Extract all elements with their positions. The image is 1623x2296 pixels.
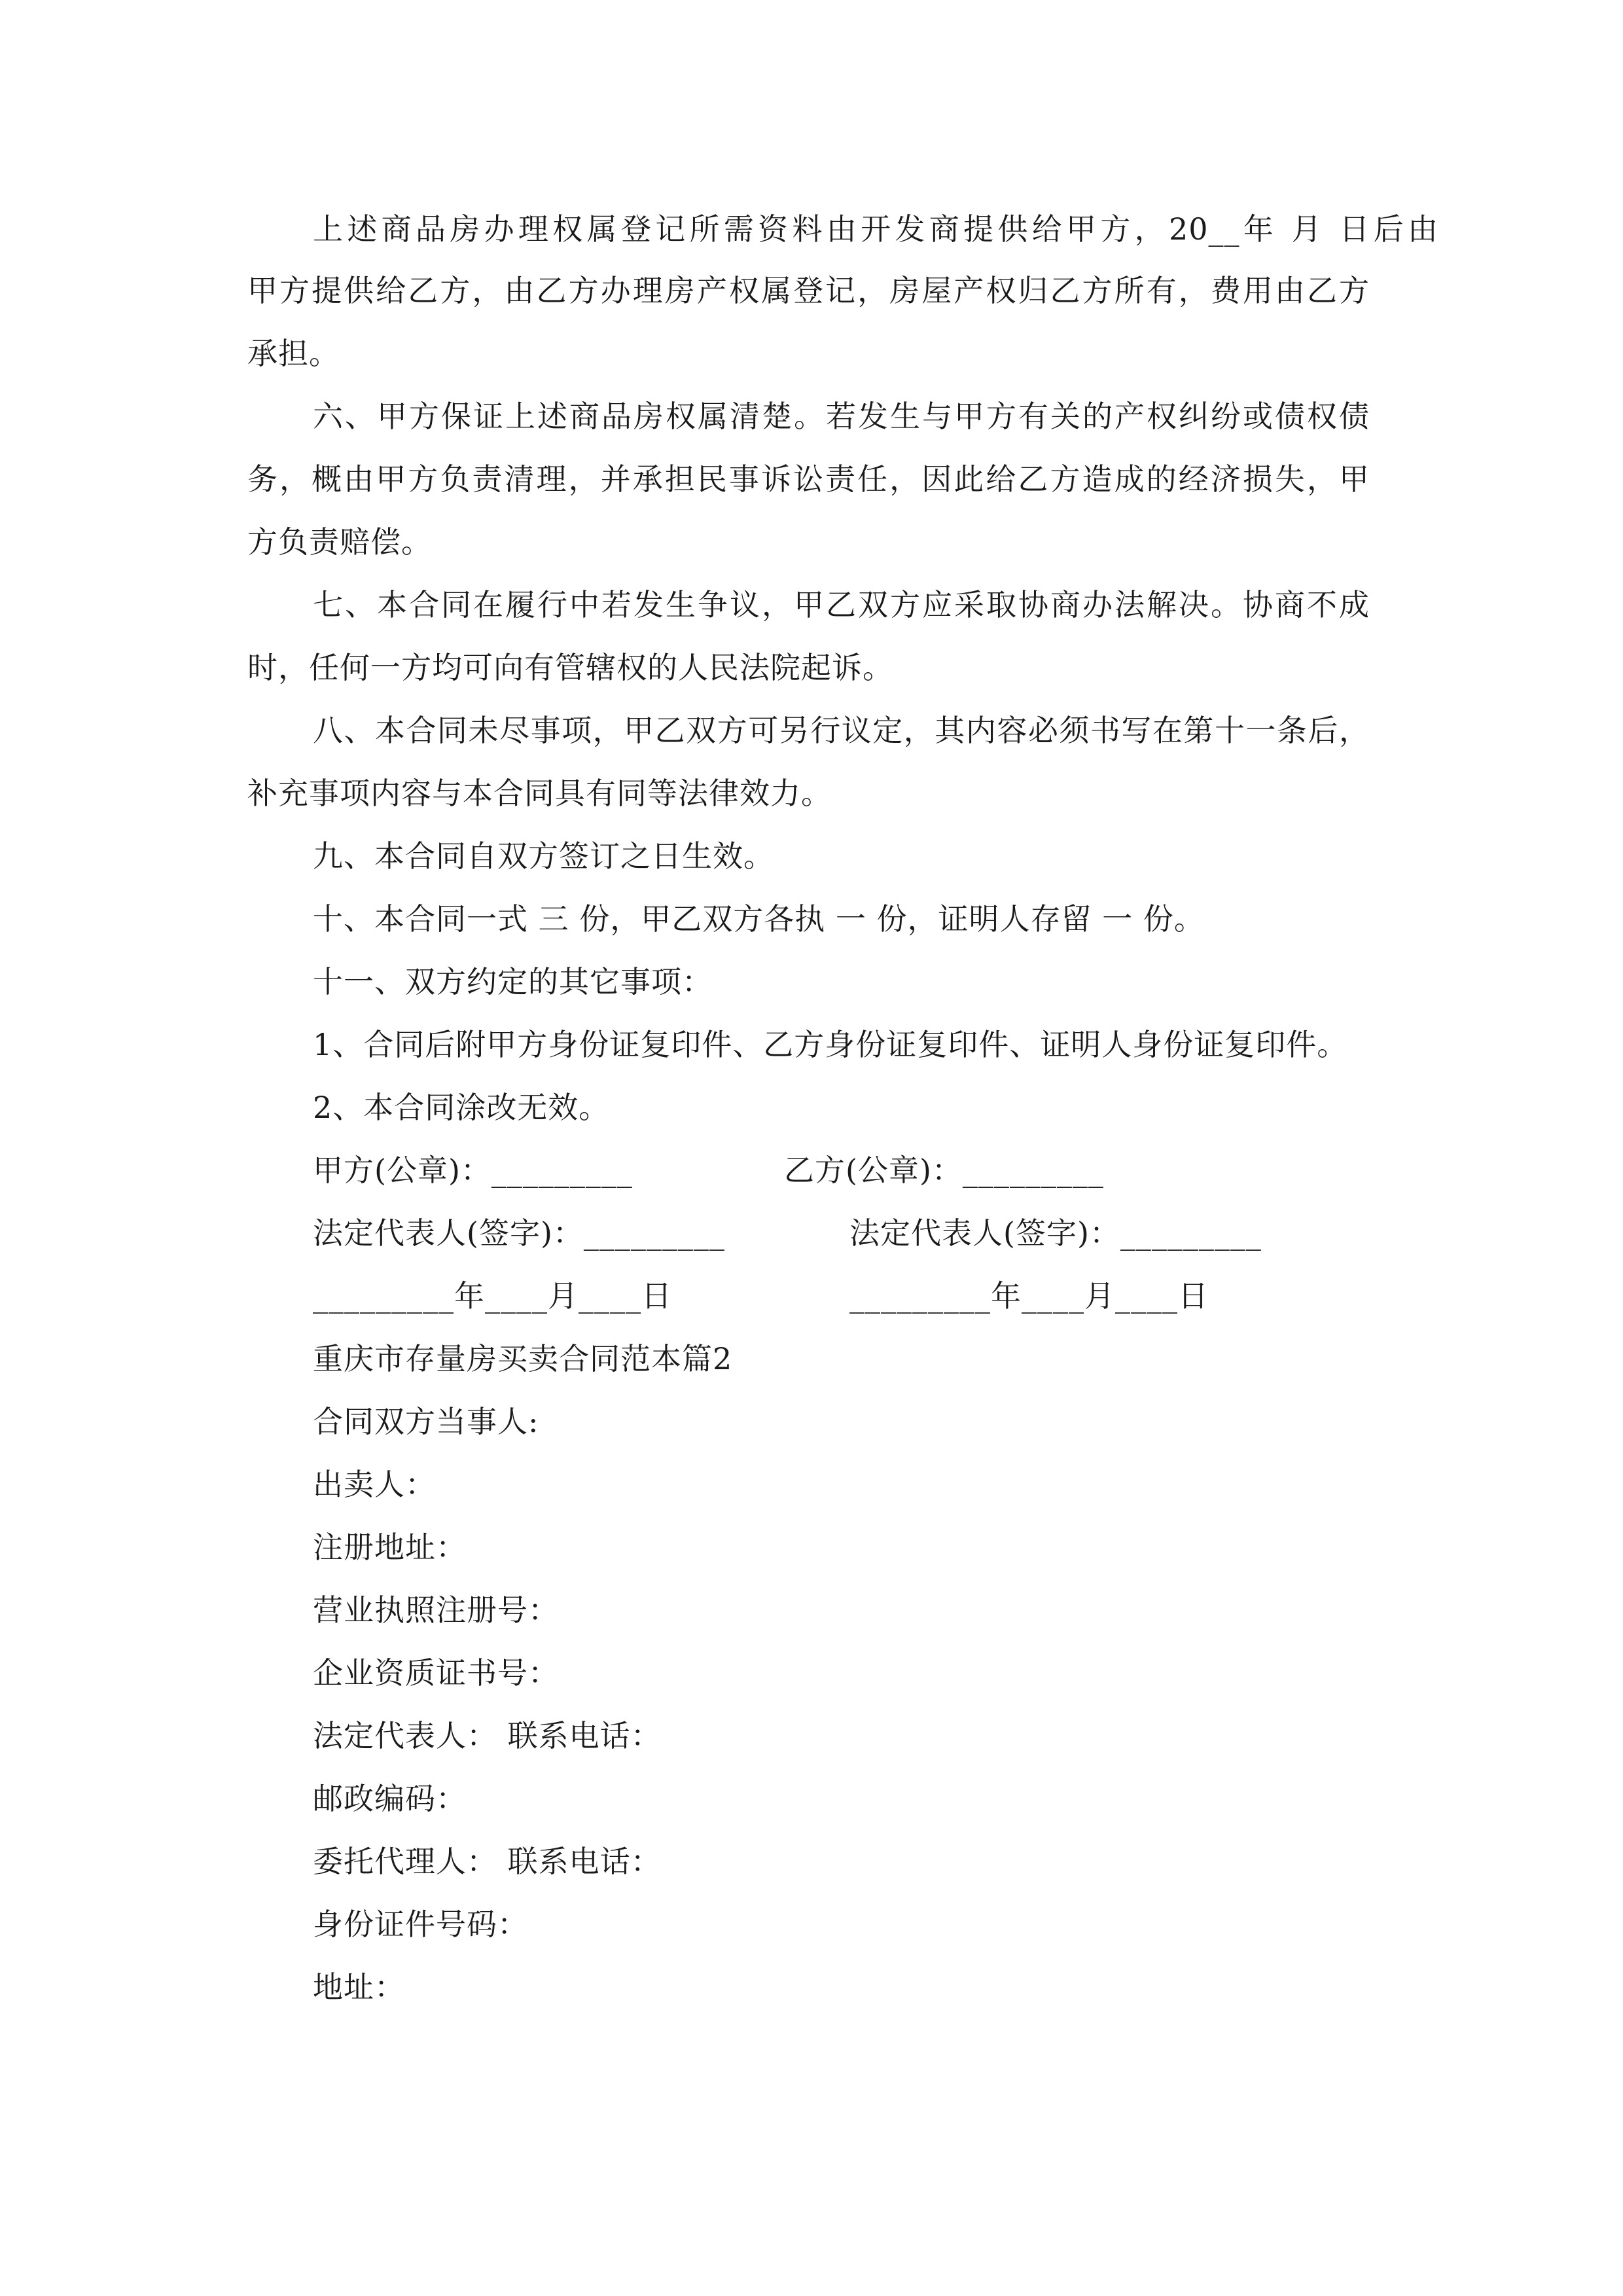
clause-6-line-2: 务，概由甲方负责清理，并承担民事诉讼责任，因此给乙方造成的经济损失，甲 bbox=[247, 461, 1370, 497]
party-a-seal: 甲方(公章)：_________ bbox=[313, 1153, 633, 1188]
party-a-representative: 法定代表人(签字)：_________ bbox=[313, 1215, 725, 1251]
clause-11-item-1: 1、合同后附甲方身份证复印件、乙方身份证复印件、证明人身份证复印件。 bbox=[313, 1027, 1348, 1062]
contract-2-registered-address: 注册地址： bbox=[313, 1530, 467, 1565]
contract-2-qualification-number: 企业资质证书号： bbox=[313, 1655, 559, 1691]
party-b-date: _________年____月____日 bbox=[849, 1278, 1209, 1314]
contract-2-agent: 委托代理人： 联系电话： bbox=[313, 1844, 662, 1879]
contract-2-seller: 出卖人： bbox=[313, 1467, 436, 1502]
clause-7-line-1: 七、本合同在履行中若发生争议，甲乙双方应采取协商办法解决。协商不成 bbox=[313, 587, 1370, 622]
party-a-date: _________年____月____日 bbox=[313, 1278, 672, 1314]
clause-6-line-1: 六、甲方保证上述商品房权属清楚。若发生与甲方有关的产权纠纷或债权债 bbox=[313, 399, 1370, 434]
clause-5-line-2: 甲方提供给乙方，由乙方办理房产权属登记，房屋产权归乙方所有，费用由乙方 bbox=[247, 273, 1370, 308]
contract-2-parties: 合同双方当事人: bbox=[313, 1404, 539, 1439]
clause-6-line-3: 方负责赔偿。 bbox=[247, 524, 432, 560]
clause-5-line-1: 上述商品房办理权属登记所需资料由开发商提供给甲方，20__年 月 日后由 bbox=[313, 211, 1438, 247]
clause-8-line-2: 补充事项内容与本合同具有同等法律效力。 bbox=[247, 776, 832, 811]
clause-7-line-2: 时，任何一方均可向有管辖权的人民法院起诉。 bbox=[247, 650, 893, 685]
clause-11-item-2: 2、本合同涂改无效。 bbox=[313, 1090, 610, 1125]
clause-8-line-1: 八、本合同未尽事项，甲乙双方可另行议定，其内容必须书写在第十一条后， bbox=[313, 713, 1370, 748]
contract-2-title: 重庆市存量房买卖合同范本篇2 bbox=[313, 1341, 733, 1376]
clause-11-title: 十一、双方约定的其它事项： bbox=[313, 964, 713, 999]
clause-9: 九、本合同自双方签订之日生效。 bbox=[313, 838, 774, 874]
party-b-representative: 法定代表人(签字)：_________ bbox=[849, 1215, 1262, 1251]
contract-2-postal-code: 邮政编码： bbox=[313, 1781, 467, 1816]
party-b-seal: 乙方(公章)：_________ bbox=[784, 1153, 1104, 1188]
contract-2-id-number: 身份证件号码： bbox=[313, 1907, 528, 1942]
contract-2-legal-representative: 法定代表人： 联系电话： bbox=[313, 1718, 662, 1753]
contract-2-license-number: 营业执照注册号： bbox=[313, 1592, 559, 1628]
clause-5-line-3: 承担。 bbox=[247, 336, 340, 371]
clause-10: 十、本合同一式 三 份，甲乙双方各执 一 份，证明人存留 一 份。 bbox=[313, 901, 1205, 937]
contract-2-address: 地址： bbox=[313, 1969, 405, 2005]
